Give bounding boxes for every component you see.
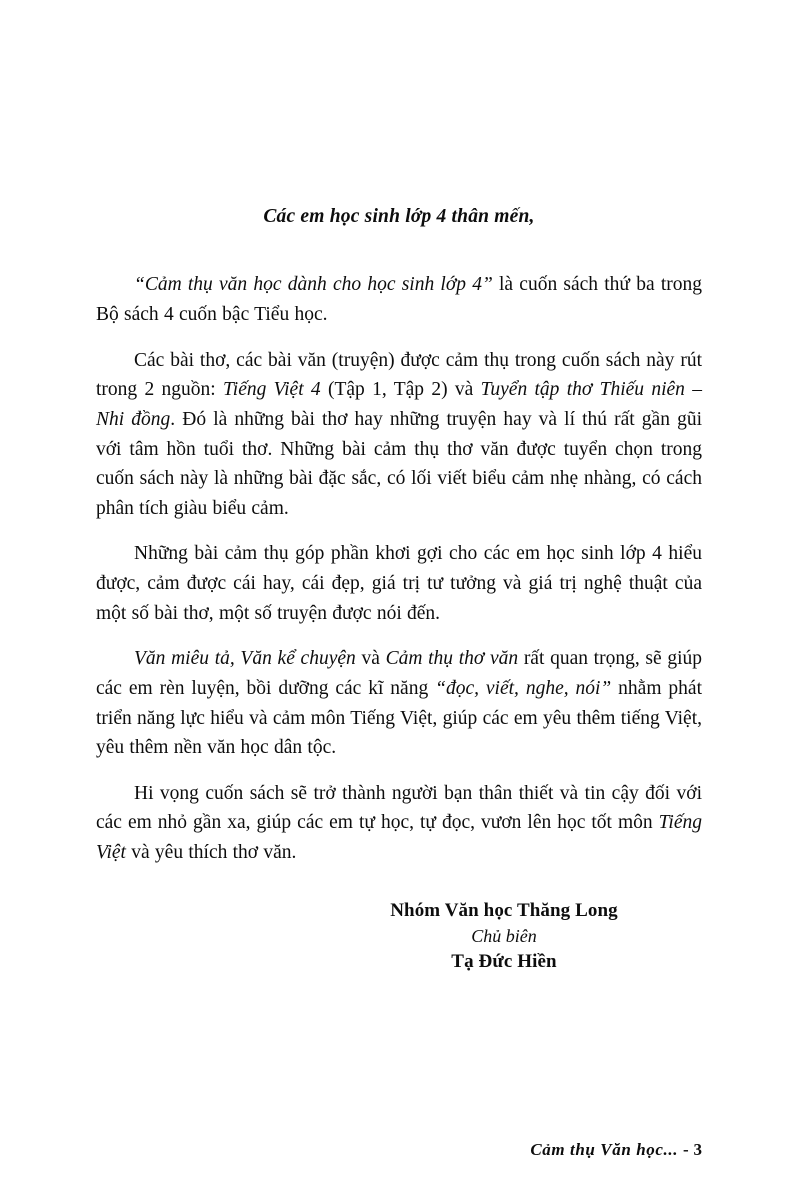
paragraph-2 <box>96 346 702 524</box>
paragraph-1 <box>96 270 702 329</box>
text-run: “đọc, viết, nghe, nói” <box>435 677 612 699</box>
paragraph-3 <box>96 539 702 628</box>
text-run: và yêu thích thơ văn. <box>125 842 297 864</box>
text-run: Hi vọng cuốn sách sẽ trở thành người bạn thân thiết và tin cậy đối với các em nhỏ gần xa, giúp các em tự học, tự đọc, vươn lên học tốt môn <box>96 782 702 834</box>
signature-block <box>96 898 702 975</box>
text-run: và <box>355 648 386 670</box>
text-run: Tiếng Việt 4 <box>223 379 321 401</box>
paragraph-4 <box>96 644 702 763</box>
paragraph-5 <box>96 779 702 868</box>
page-number: 3 <box>693 1140 702 1159</box>
text-run: Văn miêu tả, Văn kể chuyện <box>134 648 356 670</box>
text-run: Tuyển tập thơ Thiếu niên – Nhi đồng <box>96 379 702 430</box>
text-run: rất quan trọng, sẽ giúp các em rèn luyện, bồi dưỡng các kĩ năng <box>96 648 703 699</box>
footer-title: Cảm thụ Văn học... <box>530 1140 679 1159</box>
text-run: là cuốn sách thứ ba trong Bộ sách 4 cuốn bậc Tiểu học. <box>96 274 702 326</box>
page-footer <box>530 1140 702 1160</box>
footer-separator: - <box>682 1140 689 1159</box>
text-run: Các bài thơ, các bài văn (truyện) được cảm thụ trong cuốn sách này rút trong 2 nguồn: <box>96 349 702 401</box>
signature-person: Tạ Đức Hiền <box>451 950 557 972</box>
signature-group: Nhóm Văn học Thăng Long <box>390 899 618 921</box>
text-run: Tiếng Việt <box>96 812 702 864</box>
text-run: “Cảm thụ văn học dành cho học sinh lớp 4” <box>134 274 493 296</box>
text-run: nhằm phát triển năng lực hiểu và cảm môn Tiếng Việt, giúp các em yêu thêm tiếng Việt, yêu thêm nền văn học dân tộc. <box>96 677 702 759</box>
greeting-heading: Các em học sinh lớp 4 thân mến, <box>263 206 535 227</box>
text-run: Những bài cảm thụ góp phần khơi gợi cho các em học sinh lớp 4 hiểu được, cảm được cái hay, cái đẹp, giá trị tư tưởng và giá trị nghệ thuật của một số bài thơ, một số truyện được nói đến. <box>96 543 702 624</box>
text-run: (Tập 1, Tập 2) và <box>320 379 481 401</box>
text-run: . Đó là những bài thơ hay những truyện hay và lí thú rất gần gũi với tâm hồn tuổi thơ. Những bài cảm thụ thơ văn được tuyển chọn trong cuốn sách này là những bài đặc sắc, có lối viết biểu cảm nhẹ nhàng, có cách phân tích giàu biểu cảm. <box>96 408 702 519</box>
signature-role: Chủ biên <box>471 925 537 946</box>
text-run: Cảm thụ thơ văn <box>385 648 519 670</box>
